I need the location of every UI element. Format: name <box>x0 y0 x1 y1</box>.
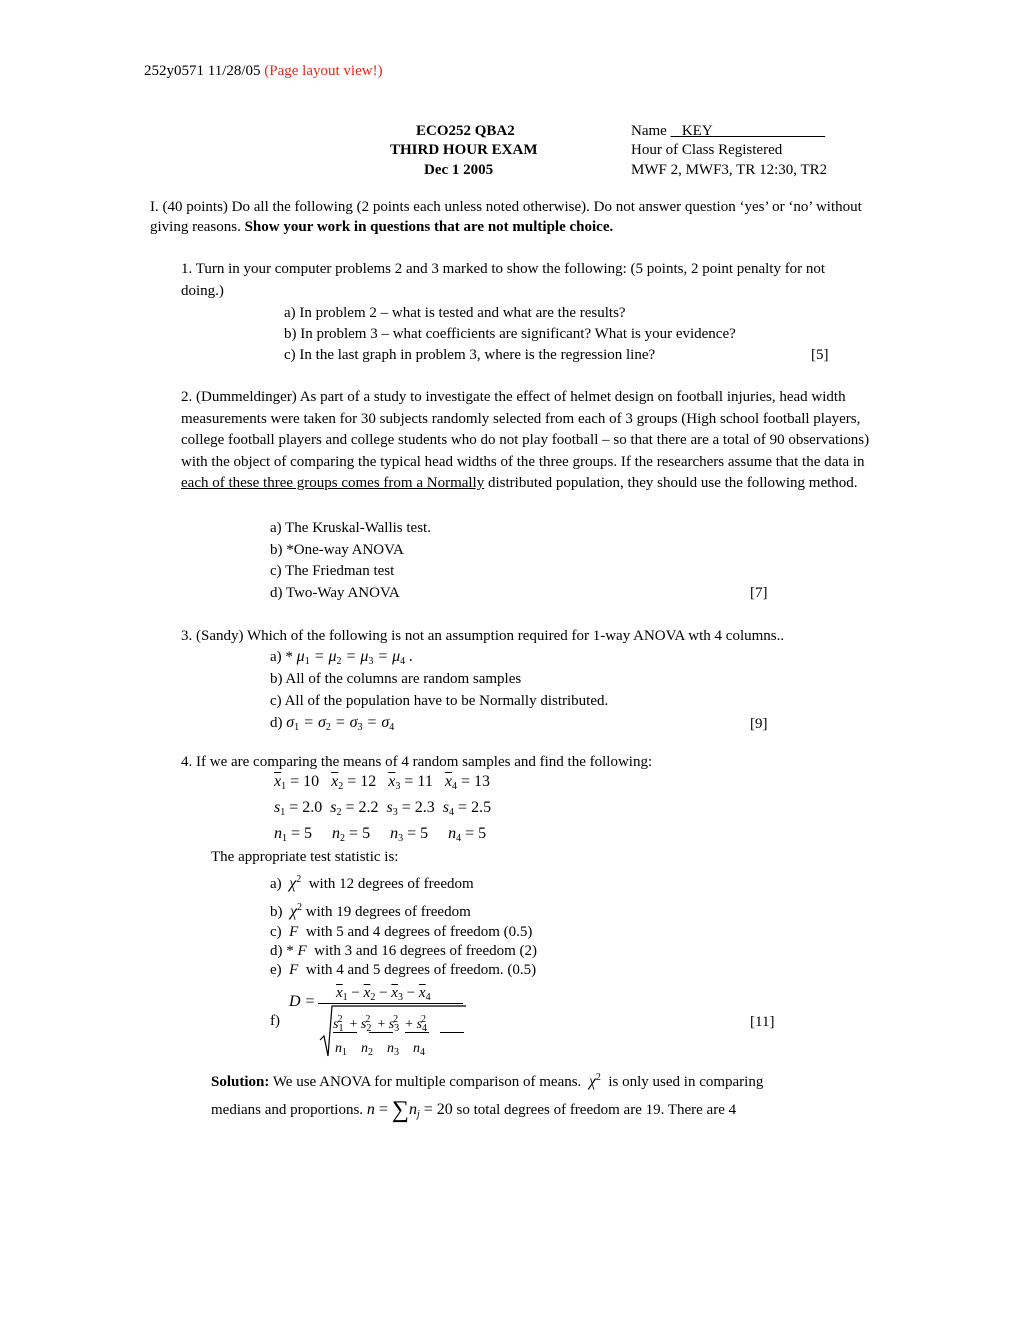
solution-label: Solution: <box>211 1074 270 1090</box>
chi-square-symbol: $\chi^2$ <box>588 1072 601 1090</box>
solution-text-c: medians and proportions. <box>211 1102 364 1118</box>
section-intro-bold: Show your work in questions that are not multiple choice. <box>244 218 614 235</box>
q1-item-c: c) In the last graph in problem 3, where is the regression line? <box>284 347 656 363</box>
mean-2: 12 <box>360 773 377 790</box>
q3-option-b: b) All of the columns are random samples <box>270 671 522 687</box>
exam-date: Dec 1 2005 <box>424 162 494 178</box>
chi-square-symbol: $\chi^2$ <box>289 874 302 892</box>
name-field <box>631 122 825 140</box>
q3-option-d-prefix: d) <box>270 715 283 731</box>
sd-3: 2.3 <box>414 799 435 816</box>
name-value <box>671 123 826 139</box>
q4-option-d: d) * F with 3 and 16 degrees of freedom (2) <box>270 943 538 959</box>
q1-mark: [5] <box>811 347 829 363</box>
n-3: 5 <box>420 825 429 842</box>
q1-item-b: b) In problem 3 – what coefficients are significant? What is your evidence? <box>284 326 736 342</box>
q2-option-b: b) *One-way ANOVA <box>270 542 404 558</box>
q2-option-c: c) The Friedman test <box>270 563 395 579</box>
q4-stat-label: The appropriate test statistic is: <box>211 849 399 865</box>
q4-means-row: $\overline{x}_1 = 10$ $\overline{x}_2 = 12$ $\overline{x}_3 = 11$ $\overline{x}_4 = 13$ <box>274 773 490 792</box>
q3-mark: [9] <box>750 716 768 732</box>
section-intro <box>150 198 880 237</box>
q2-stem-a: 2. (Dummeldinger) As part of a study to investigate the effect of helmet design on football injuries, head width measurements were taken for 30 subjects randomly selected from each of 3 groups (High school football players, college football players and college students who do not play football – so that there are a total of 90 observations) with the object of comparing the typical head widths of the three groups. If the researchers assume that the data in <box>181 389 870 470</box>
q4-mark: [11] <box>750 1014 775 1030</box>
layout-note: (Page layout view!) <box>264 63 383 79</box>
solution-text-a: We use ANOVA for multiple comparison of means. <box>272 1074 582 1090</box>
sub-fraction-bar <box>333 1032 357 1033</box>
q3-option-a <box>270 648 413 671</box>
solution-text-d: so total degrees of freedom are 19. There are 4 <box>456 1102 737 1118</box>
n-2: 5 <box>362 825 371 842</box>
d-variance-terms: $s_1^2 + s_2^2 + s_3^2 + s_4^2$ <box>333 1014 428 1034</box>
q4-sds-row: $s_1 = 2.0$ $s_2 = 2.2$ $s_3 = 2.3$ $s_4 = 2.5$ <box>274 799 492 818</box>
hour-label: Hour of Class Registered <box>631 142 783 158</box>
sub-fraction-bar <box>405 1032 429 1033</box>
d-symbol: D = <box>289 993 316 1010</box>
q2-stem <box>181 387 871 495</box>
doc-id: 252y0571 11/28/05 <box>144 63 261 79</box>
q4-option-e: e) F with 4 and 5 degrees of freedom. (0.5) <box>270 962 537 978</box>
sd-4: 2.5 <box>471 799 492 816</box>
name-value-text: KEY <box>681 123 713 139</box>
q3-option-a-prefix: a) * <box>270 649 293 665</box>
q4-ns-row: $n_1 = 5$ $n_2 = 5$ $n_3 = 5$ $n_4 = 5$ <box>274 825 487 844</box>
q4-option-d-text: with 3 and 16 degrees of freedom (2) <box>314 943 538 959</box>
q4-option-a-text: with 12 degrees of freedom <box>308 876 474 892</box>
n-sum-formula: $n = \sum n_j = 20$ <box>366 1097 453 1123</box>
n-4: 5 <box>478 825 487 842</box>
sd-1: 2.0 <box>302 799 323 816</box>
sd-2: 2.2 <box>358 799 379 816</box>
q3-option-d <box>270 714 394 737</box>
mean-3: 11 <box>417 773 433 790</box>
chi-square-symbol: $\chi^2$ <box>290 902 303 920</box>
q2-stem-b: distributed population, they should use the following method. <box>487 475 858 491</box>
sub-fraction-bar <box>440 1032 464 1033</box>
q1-item-a: a) In problem 2 – what is tested and what are the results? <box>284 305 626 321</box>
mu-equality-formula: $\mu_1 = \mu_2 = \mu_3 = \mu_4$ . <box>296 648 414 667</box>
d-sample-size-terms: $n_1$ $n_2$ $n_3$ $n_4$ <box>335 1041 425 1058</box>
q2-option-d: d) Two-Way ANOVA <box>270 585 400 601</box>
exam-title: THIRD HOUR EXAM <box>390 142 538 158</box>
mean-1: 10 <box>303 773 320 790</box>
q4-option-b: b) $\chi^2$ with 19 degrees of freedom <box>270 902 471 920</box>
name-label: Name <box>631 123 667 139</box>
q4-stem: 4. If we are comparing the means of 4 random samples and find the following: <box>181 754 653 770</box>
section-intro-text: I. (40 points) Do all the following (2 points each unless noted otherwise). Do not answer question ‘yes’ or ‘no’ without giving reasons. <box>150 199 862 235</box>
q4-option-f-label: f) <box>270 1013 280 1029</box>
mean-4: 13 <box>473 773 490 790</box>
q4-option-e-text: with 4 and 5 degrees of freedom. (0.5) <box>305 962 537 978</box>
class-hours: MWF 2, MWF3, TR 12:30, TR2 <box>631 162 828 178</box>
solution-text-b: is only used in comparing <box>608 1074 764 1090</box>
course-title: ECO252 QBA2 <box>416 123 515 139</box>
q4-option-b-text: with 19 degrees of freedom <box>305 904 471 920</box>
q4-option-c-text: with 5 and 4 degrees of freedom (0.5) <box>305 924 533 940</box>
q2-stem-underlined: each of these three groups comes from a Normally <box>181 475 485 491</box>
doc-header <box>144 62 383 80</box>
q3-stem: 3. (Sandy) Which of the following is not an assumption required for 1-way ANOVA wth 4 columns.. <box>181 628 785 644</box>
q2-mark: [7] <box>750 585 768 601</box>
d-numerator: $\overline{x}_1 - \overline{x}_2 - \overline{x}_3 - \overline{x}_4$ <box>336 985 431 1003</box>
q4-option-c: c) F with 5 and 4 degrees of freedom (0.5) <box>270 924 533 940</box>
q4-solution-line-1 <box>211 1069 763 1091</box>
q3-option-c: c) All of the population have to be Normally distributed. <box>270 693 609 709</box>
sigma-equality-formula: $\sigma_1 = \sigma_2 = \sigma_3 = \sigma_4$ <box>286 714 395 733</box>
q4-solution-line-2 <box>211 1097 737 1124</box>
sub-fraction-bar <box>369 1032 393 1033</box>
n-1: 5 <box>304 825 313 842</box>
q2-option-a: a) The Kruskal-Wallis test. <box>270 520 431 536</box>
total-n-value: 20 <box>436 1101 453 1118</box>
q4-option-a: a) $\chi^2$ with 12 degrees of freedom <box>270 874 474 892</box>
q1-stem: 1. Turn in your computer problems 2 and 3 marked to show the following: (5 points, 2 point penalty for not doing.) <box>181 261 826 299</box>
